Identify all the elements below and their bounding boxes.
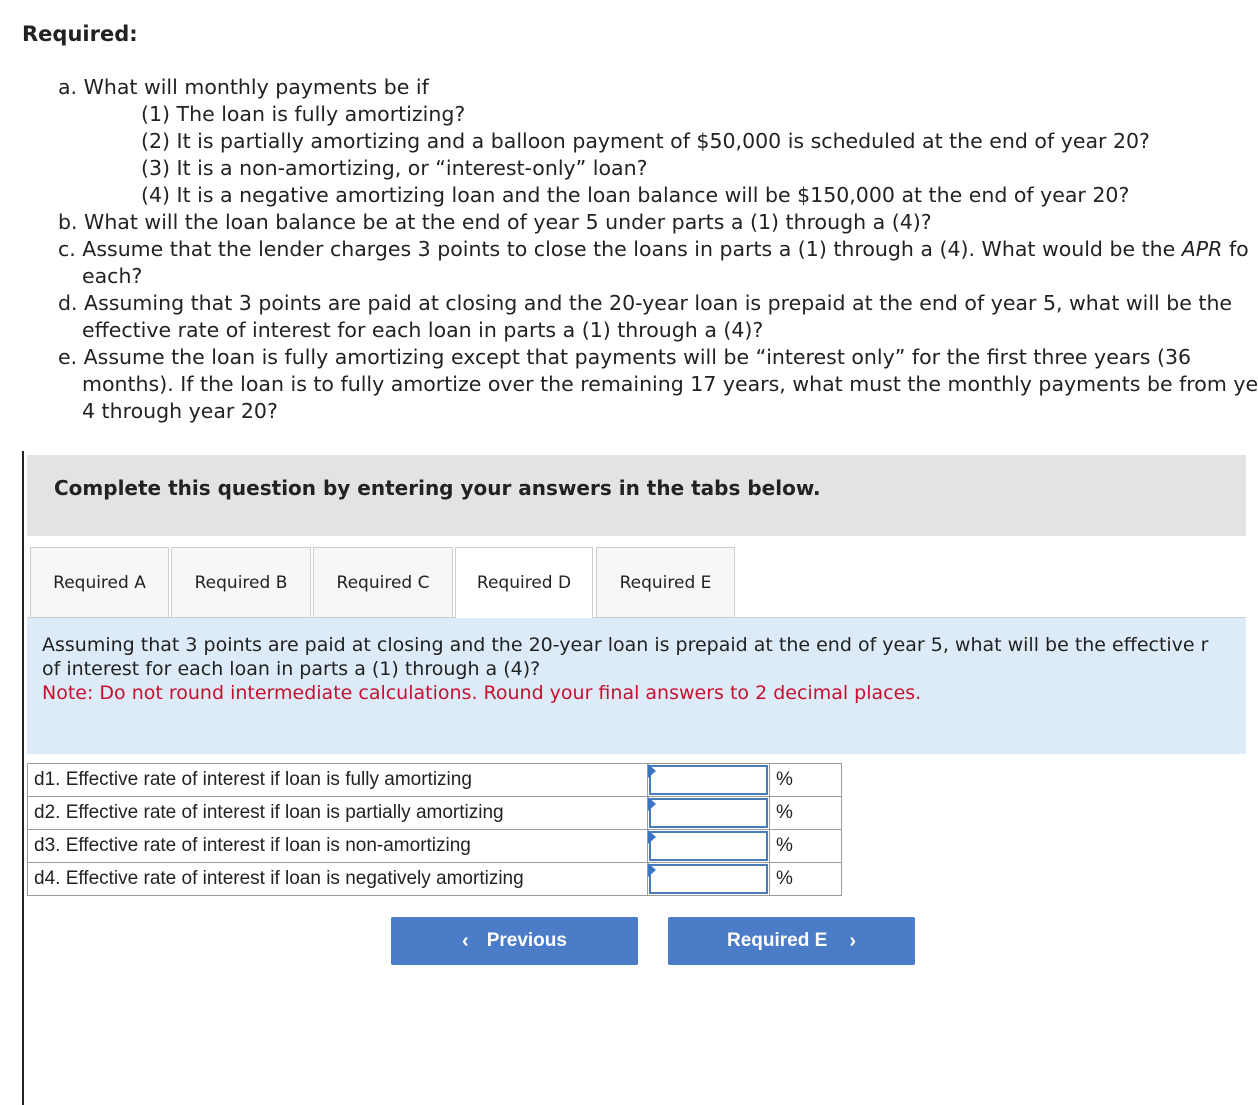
question-c-apr: APR (1181, 237, 1223, 261)
question-d: d. Assuming that 3 points are paid at closing and the 20-year loan is prepaid at the end of year 5, what will be the (58, 291, 1233, 315)
tab-required-a[interactable]: Required A (30, 547, 169, 617)
previous-button[interactable] (391, 917, 638, 965)
previous-button-label: Previous (486, 930, 567, 951)
table-row (28, 764, 842, 797)
row-label-d3: d3. Effective rate of interest if loan is non-amortizing (28, 830, 648, 863)
question-a4: (4) It is a negative amortizing loan and the loan balance will be $150,000 at the end of year 20? (141, 183, 1130, 207)
row-label-d1: d1. Effective rate of interest if loan is fully amortizing (28, 764, 648, 797)
table-row (28, 797, 842, 830)
answer-cell-d3 (648, 830, 770, 863)
question-c-tail: fo (1222, 237, 1249, 261)
percent-unit: % (770, 797, 842, 830)
percent-unit: % (770, 764, 842, 797)
chevron-right-icon: › (849, 929, 856, 952)
flag-marker-icon (648, 764, 656, 778)
question-c (58, 236, 1249, 263)
instruction-banner (27, 455, 1246, 536)
question-b: b. What will the loan balance be at the end of year 5 under parts a (1) through a (4)? (58, 210, 932, 234)
flag-marker-icon (648, 863, 656, 877)
row-label-d2: d2. Effective rate of interest if loan is partially amortizing (28, 797, 648, 830)
answer-cell-d1 (648, 764, 770, 797)
prompt-panel (27, 618, 1246, 754)
required-heading: Required: (22, 22, 138, 46)
question-d-cont: effective rate of interest for each loan in parts a (1) through a (4)? (82, 318, 764, 342)
tab-required-c[interactable]: Required C (313, 547, 453, 617)
answer-input-d2[interactable] (649, 798, 768, 828)
question-a: a. What will monthly payments be if (58, 75, 429, 99)
next-button-label: Required E (727, 930, 828, 951)
answer-input-d4[interactable] (649, 864, 768, 894)
percent-unit: % (770, 863, 842, 896)
chevron-left-icon: ‹ (462, 929, 469, 952)
tab-required-d[interactable]: Required D (455, 547, 593, 618)
table-row (28, 830, 842, 863)
answer-cell-d4 (648, 863, 770, 896)
question-c-text: c. Assume that the lender charges 3 points to close the loans in parts a (1) through a (4). What would be the (58, 237, 1182, 261)
rounding-note: Note: Do not round intermediate calculations. Round your final answers to 2 decimal places. (42, 682, 922, 704)
prompt-text: Assuming that 3 points are paid at closing and the 20-year loan is prepaid at the end of year 5, what will be the effective r (42, 634, 1209, 656)
table-row (28, 863, 842, 896)
flag-marker-icon (648, 830, 656, 844)
answer-input-d1[interactable] (649, 765, 768, 795)
answer-cell-d2 (648, 797, 770, 830)
left-border-divider (22, 451, 24, 1105)
instruction-text: Complete this question by entering your answers in the tabs below. (54, 476, 821, 500)
question-c-cont: each? (82, 264, 143, 288)
next-required-e-button[interactable] (668, 917, 915, 965)
question-e-cont: months). If the loan is to fully amortize over the remaining 17 years, what must the monthly payments be from ye (82, 372, 1258, 396)
answer-table (27, 763, 842, 896)
tab-required-e[interactable]: Required E (596, 547, 735, 617)
question-e: e. Assume the loan is fully amortizing except that payments will be “interest only” for the first three years (36 (58, 345, 1192, 369)
flag-marker-icon (648, 797, 656, 811)
question-a1: (1) The loan is fully amortizing? (141, 102, 466, 126)
question-a3: (3) It is a non-amortizing, or “interest-only” loan? (141, 156, 648, 180)
question-a2: (2) It is partially amortizing and a balloon payment of $50,000 is scheduled at the end of year 20? (141, 129, 1150, 153)
question-e-cont2: 4 through year 20? (82, 399, 278, 423)
row-label-d4: d4. Effective rate of interest if loan is negatively amortizing (28, 863, 648, 896)
prompt-text-cont: of interest for each loan in parts a (1) through a (4)? (42, 658, 541, 680)
answer-input-d3[interactable] (649, 831, 768, 861)
percent-unit: % (770, 830, 842, 863)
tab-required-b[interactable]: Required B (171, 547, 311, 617)
